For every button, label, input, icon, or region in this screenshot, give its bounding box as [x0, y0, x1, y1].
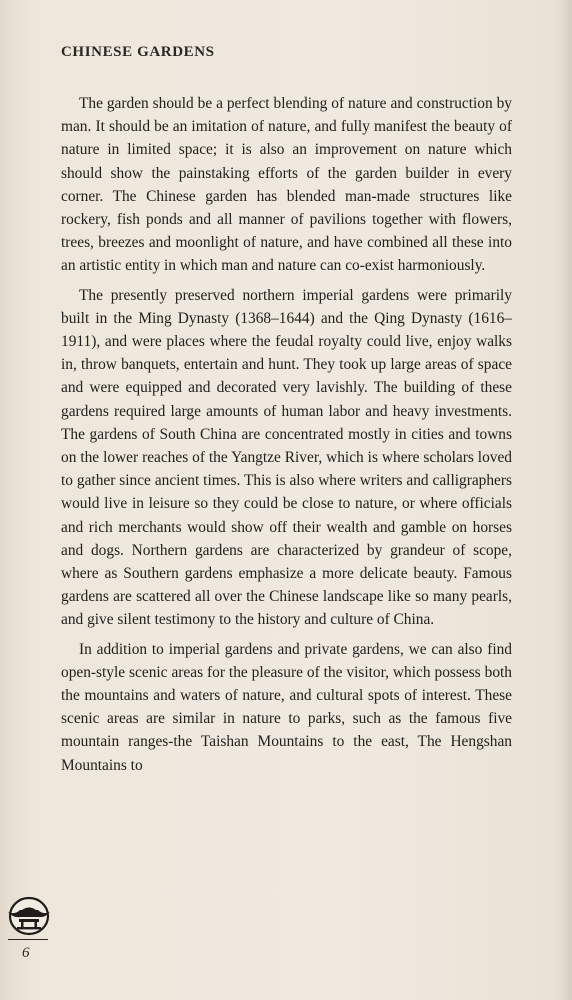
paragraph-3: In addition to imperial gardens and private gardens, we can also find open-style scenic areas for the pleasure of the visitor, which possess both the mountains and waters of nature, and cultural spots of interest. These scenic areas are similar in nature to parks, such as the famous five mountain ranges-the Taishan Mountains to the east, The Hengshan Mountains to	[61, 640, 512, 774]
paragraph-1: The garden should be a perfect blending of nature and construction by man. It should be an imitation of nature, and fully manifest the beauty of nature in limited space; it is also an improvement on nature which should show the painstaking efforts of the garden builder in every corner. The Chinese garden has blended man-made structures like rockery, fish ponds and all manner of pavilions together with flowers, trees, breezes and moonlight of nature, and have combined all these into an artistic entity in which man and nature can co-exist harmoniously.	[61, 95, 512, 275]
folio-rule	[8, 939, 48, 940]
page-number: 6	[22, 945, 30, 961]
running-head: CHINESE GARDENS	[61, 44, 215, 60]
paragraph-2: The presently preserved northern imperial gardens were primarily built in the Ming Dynasty (1368–1644) and the Qing Dynasty (1616–1911), and were places where the feudal royalty could live, enjoy walks in, throw banquets, entertain and hunt. They took up large areas of space and were equipped and decorated very lavishly. The building of these gardens required large amounts of human labor and heavy investments. The gardens of South China are concentrated mostly in cities and towns on the lower reaches of the Yangtze River, which is where scholars loved to gather since ancient times. This is also where writers and calligraphers would live in leisure so they could be close to nature, or where officials and rich merchants would show off their wealth and gamble on horses and dogs. Northern gardens are characterized by grandeur of scope, where as Southern gardens emphasize a more delicate beauty. Famous gardens are scattered all over the Chinese landscape like so many pearls, and give silent testimony to the history and culture of China.	[61, 286, 512, 629]
pavilion-roof-icon	[5, 893, 53, 937]
body-text	[61, 92, 512, 783]
